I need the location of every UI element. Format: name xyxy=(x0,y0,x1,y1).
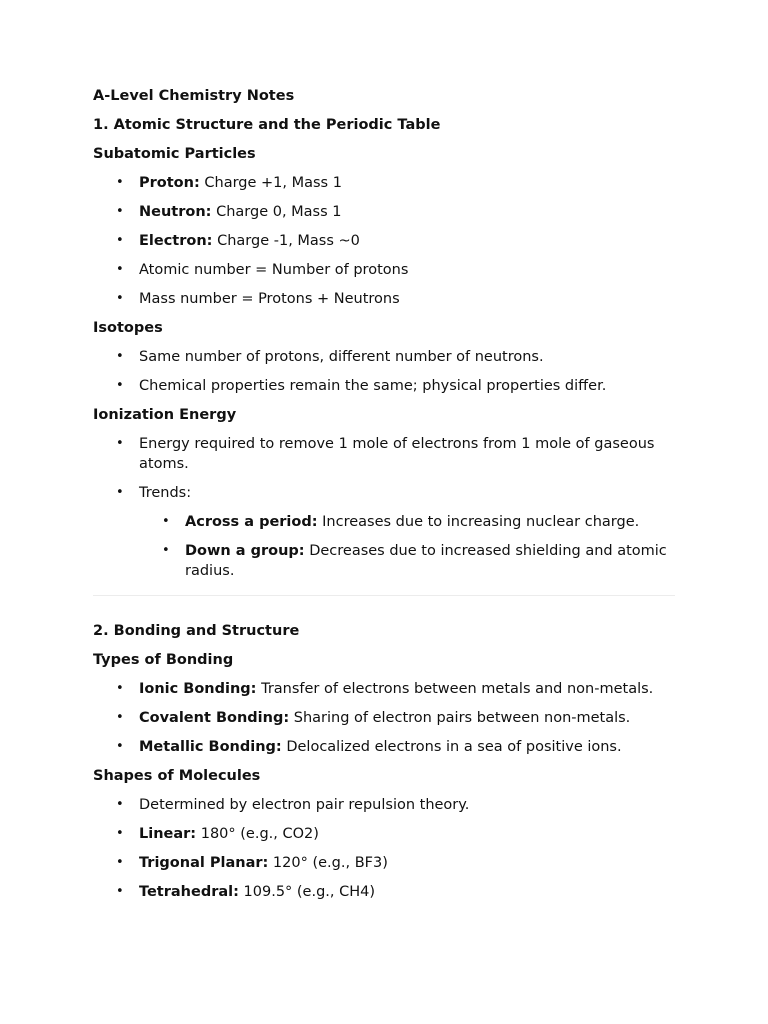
term-linear: Linear: xyxy=(139,826,197,842)
section-2-title: 2. Bonding and Structure xyxy=(93,623,300,639)
document-title: A-Level Chemistry Notes xyxy=(93,88,295,104)
list-item-down-group xyxy=(185,541,675,581)
term-proton: Proton: xyxy=(139,175,200,191)
ionization-energy-list xyxy=(93,434,675,581)
term-trigonal-planar: Trigonal Planar: xyxy=(139,855,269,871)
list-item-across-period xyxy=(185,512,675,532)
list-item-neutron xyxy=(139,202,675,222)
term-tetrahedral: Tetrahedral: xyxy=(139,884,239,900)
isotopes-list xyxy=(93,347,675,396)
list-item-ionic-bonding xyxy=(139,679,675,699)
desc-linear: 180° (e.g., CO2) xyxy=(196,826,319,842)
list-item-linear xyxy=(139,824,675,844)
list-item-ionization-definition: • Energy required to remove 1 mole of electrons from 1 mole of gaseous atoms. xyxy=(139,434,675,474)
desc-metallic-bonding: Delocalized electrons in a sea of positive ions. xyxy=(281,739,622,755)
types-of-bonding-heading: Types of Bonding xyxy=(93,652,234,668)
list-item-isotopes-2: • Chemical properties remain the same; physical properties differ. xyxy=(139,376,675,396)
list-item-covalent-bonding xyxy=(139,708,675,728)
subatomic-particles-heading: Subatomic Particles xyxy=(93,146,256,162)
term-ionic-bonding: Ionic Bonding: xyxy=(139,681,257,697)
shapes-of-molecules-heading: Shapes of Molecules xyxy=(93,768,261,784)
term-neutron: Neutron: xyxy=(139,204,212,220)
list-item-trends xyxy=(139,483,675,581)
desc-proton: Charge +1, Mass 1 xyxy=(199,175,342,191)
subatomic-particles-list xyxy=(93,173,675,309)
desc-tetrahedral: 109.5° (e.g., CH4) xyxy=(238,884,376,900)
list-item-isotopes-1: • Same number of protons, different number of neutrons. xyxy=(139,347,675,367)
trends-list xyxy=(139,512,675,581)
term-electron: Electron: xyxy=(139,233,213,249)
list-item-atomic-number: • Atomic number = Number of protons xyxy=(139,260,675,280)
list-item-metallic-bonding xyxy=(139,737,675,757)
section-1-title: 1. Atomic Structure and the Periodic Table xyxy=(93,117,441,133)
term-down-group: Down a group: xyxy=(185,543,305,559)
list-item-shapes-intro: • Determined by electron pair repulsion theory. xyxy=(139,795,675,815)
types-of-bonding-list xyxy=(93,679,675,757)
trends-label: Trends: xyxy=(139,485,192,501)
isotopes-heading: Isotopes xyxy=(93,320,163,336)
desc-down-group: Decreases due to increased shielding and atomic radius. xyxy=(185,543,667,579)
desc-across-period: Increases due to increasing nuclear charge. xyxy=(317,514,640,530)
list-item-trigonal-planar xyxy=(139,853,675,873)
list-item-proton xyxy=(139,173,675,193)
term-covalent-bonding: Covalent Bonding: xyxy=(139,710,290,726)
desc-neutron: Charge 0, Mass 1 xyxy=(211,204,342,220)
term-metallic-bonding: Metallic Bonding: xyxy=(139,739,282,755)
desc-trigonal-planar: 120° (e.g., BF3) xyxy=(268,855,388,871)
desc-electron: Charge -1, Mass ~0 xyxy=(212,233,360,249)
desc-ionic-bonding: Transfer of electrons between metals and non-metals. xyxy=(256,681,654,697)
section-divider xyxy=(93,595,675,596)
ionization-energy-heading: Ionization Energy xyxy=(93,407,237,423)
desc-covalent-bonding: Sharing of electron pairs between non-metals. xyxy=(289,710,631,726)
list-item-electron xyxy=(139,231,675,251)
list-item-tetrahedral xyxy=(139,882,675,902)
shapes-of-molecules-list xyxy=(93,795,675,902)
term-across-period: Across a period: xyxy=(185,514,318,530)
list-item-mass-number: • Mass number = Protons + Neutrons xyxy=(139,289,675,309)
